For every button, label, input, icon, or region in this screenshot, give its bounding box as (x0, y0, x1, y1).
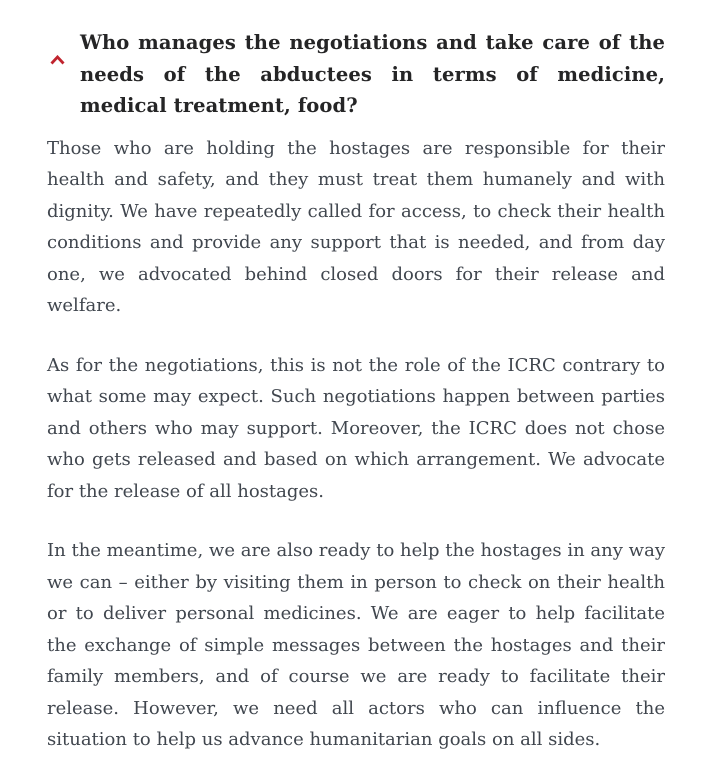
chevron-up-icon[interactable] (50, 50, 65, 60)
answer-paragraph-3: In the meantime, we are also ready to help the hostages in any way we can – either by visiting them in person to check on their health or to deliver personal medicines. We are eager to help facilitate the exchange of simple messages between the hostages and their family members, and of course we are ready to facilitate their release. However, we need all actors who can influence the situation to help us advance humanitarian goals on all sides. (47, 540, 665, 750)
answer-paragraph-2: As for the negotiations, this is not the role of the ICRC contrary to what some may expect. Such negotiations happen between parties and others who may support. Moreover, the ICRC does not chose who gets released and based on which arrangement. We advocate for the release of all hostages. (47, 354, 665, 502)
faq-question-text: Who manages the negotiations and take care of the needs of the abductees in terms of medicine, medical treatment, food? (80, 31, 665, 117)
faq-answer (47, 133, 665, 756)
answer-paragraph-1: Those who are holding the hostages are responsible for their health and safety, and they must treat them humanely and with dignity. We have repeatedly called for access, to check their health conditions and provide any support that is needed, and from day one, we advocated behind closed doors for their release and welfare. (47, 137, 665, 316)
faq-question-toggle[interactable] (47, 27, 665, 122)
faq-accordion-item (47, 27, 665, 756)
